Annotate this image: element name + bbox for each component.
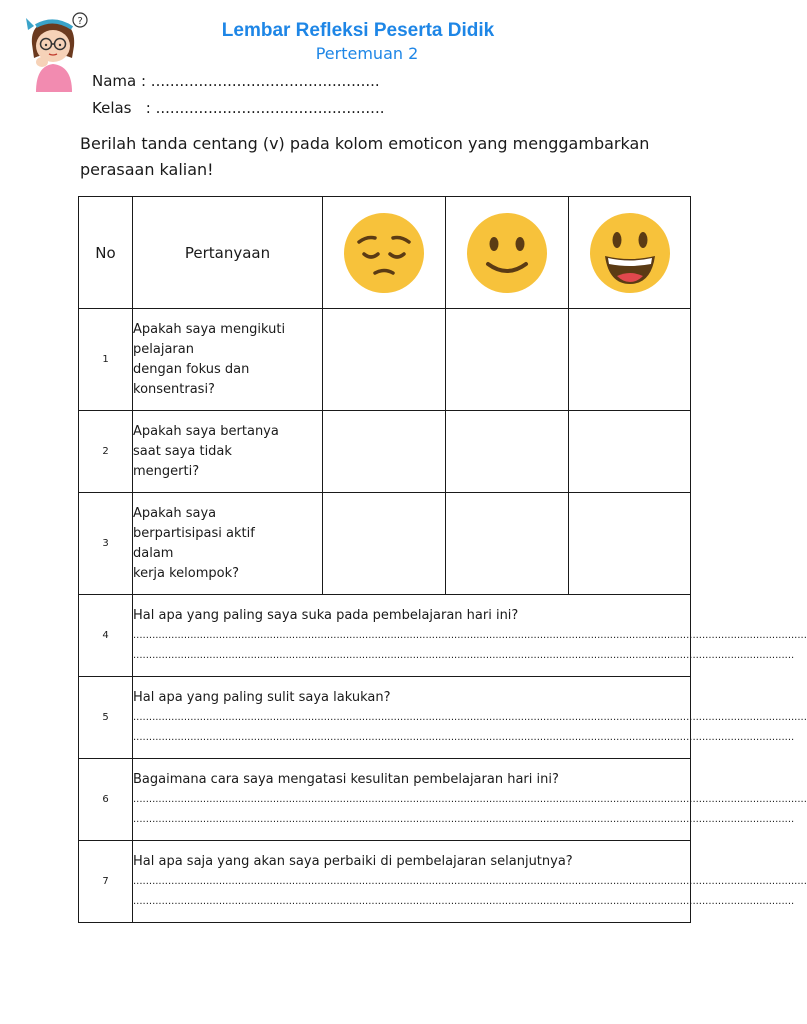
checkbox-cell-sad[interactable] <box>323 493 446 595</box>
row-number: 5 <box>79 677 133 759</box>
open-answer-cell[interactable] <box>133 841 807 923</box>
answer-line: .................................................................................................................................................................................................................... <box>133 793 807 805</box>
column-header-sad <box>323 197 446 309</box>
pensive-face-icon <box>343 212 425 294</box>
row-number: 6 <box>79 759 133 841</box>
checkbox-cell-sad[interactable] <box>323 309 446 411</box>
question-text: Apakah saya mengikuti pelajaran dengan fokus dan konsentrasi? <box>133 309 323 411</box>
table-row <box>79 595 691 677</box>
open-answer-cell[interactable] <box>133 677 807 759</box>
table-header-row <box>79 197 691 309</box>
column-header-no: No <box>79 197 133 309</box>
question-text: Apakah saya bertanya saat saya tidak mengerti? <box>133 411 323 493</box>
svg-text:?: ? <box>77 16 83 27</box>
open-answer-cell[interactable] <box>133 595 807 677</box>
page-title: Lembar Refleksi Peserta Didik <box>221 20 495 41</box>
column-header-happy <box>569 197 691 309</box>
question-text: Hal apa yang paling saya suka pada pembelajaran hari ini? <box>133 607 519 623</box>
grinning-face-icon <box>589 212 671 294</box>
column-header-neutral <box>446 197 569 309</box>
answer-line: ................................................................................................................................................................................................................ <box>133 813 795 825</box>
answer-line: ................................................................................................................................................................................................................ <box>133 649 795 661</box>
reflection-table <box>78 196 807 923</box>
table-row <box>79 677 691 759</box>
name-field: Nama : ................................................ <box>92 72 380 90</box>
slightly-smiling-face-icon <box>466 212 548 294</box>
column-header-question: Pertanyaan <box>133 197 323 309</box>
table-row <box>79 411 691 493</box>
row-number: 7 <box>79 841 133 923</box>
answer-line: .................................................................................................................................................................................................................... <box>133 629 807 641</box>
row-number: 2 <box>79 411 133 493</box>
answer-line: .................................................................................................................................................................................................................... <box>133 711 807 723</box>
checkbox-cell-neutral[interactable] <box>446 411 569 493</box>
question-text: Hal apa yang paling sulit saya lakukan? <box>133 689 391 705</box>
table-row <box>79 493 691 595</box>
checkbox-cell-happy[interactable] <box>569 493 691 595</box>
question-text: Hal apa saja yang akan saya perbaiki di pembelajaran selanjutnya? <box>133 853 573 869</box>
answer-line: .................................................................................................................................................................................................................... <box>133 875 807 887</box>
open-answer-cell[interactable] <box>133 759 807 841</box>
checkbox-cell-happy[interactable] <box>569 309 691 411</box>
table-row <box>79 841 691 923</box>
checkbox-cell-happy[interactable] <box>569 411 691 493</box>
class-field: Kelas : ................................................ <box>92 99 385 117</box>
row-number: 4 <box>79 595 133 677</box>
question-text: Bagaimana cara saya mengatasi kesulitan pembelajaran hari ini? <box>133 771 559 787</box>
row-number: 3 <box>79 493 133 595</box>
row-number: 1 <box>79 309 133 411</box>
table-row <box>79 309 691 411</box>
checkbox-cell-sad[interactable] <box>323 411 446 493</box>
question-text: Apakah saya berpartisipasi aktif dalam kerja kelompok? <box>133 493 323 595</box>
answer-line: ................................................................................................................................................................................................................ <box>133 731 795 743</box>
checkbox-cell-neutral[interactable] <box>446 493 569 595</box>
answer-line: ................................................................................................................................................................................................................ <box>133 895 795 907</box>
table-row <box>79 759 691 841</box>
page-subtitle: Pertemuan 2 <box>315 44 419 63</box>
instruction-text: Berilah tanda centang (v) pada kolom emoticon yang menggambarkan perasaan kalian! <box>80 134 650 179</box>
checkbox-cell-neutral[interactable] <box>446 309 569 411</box>
